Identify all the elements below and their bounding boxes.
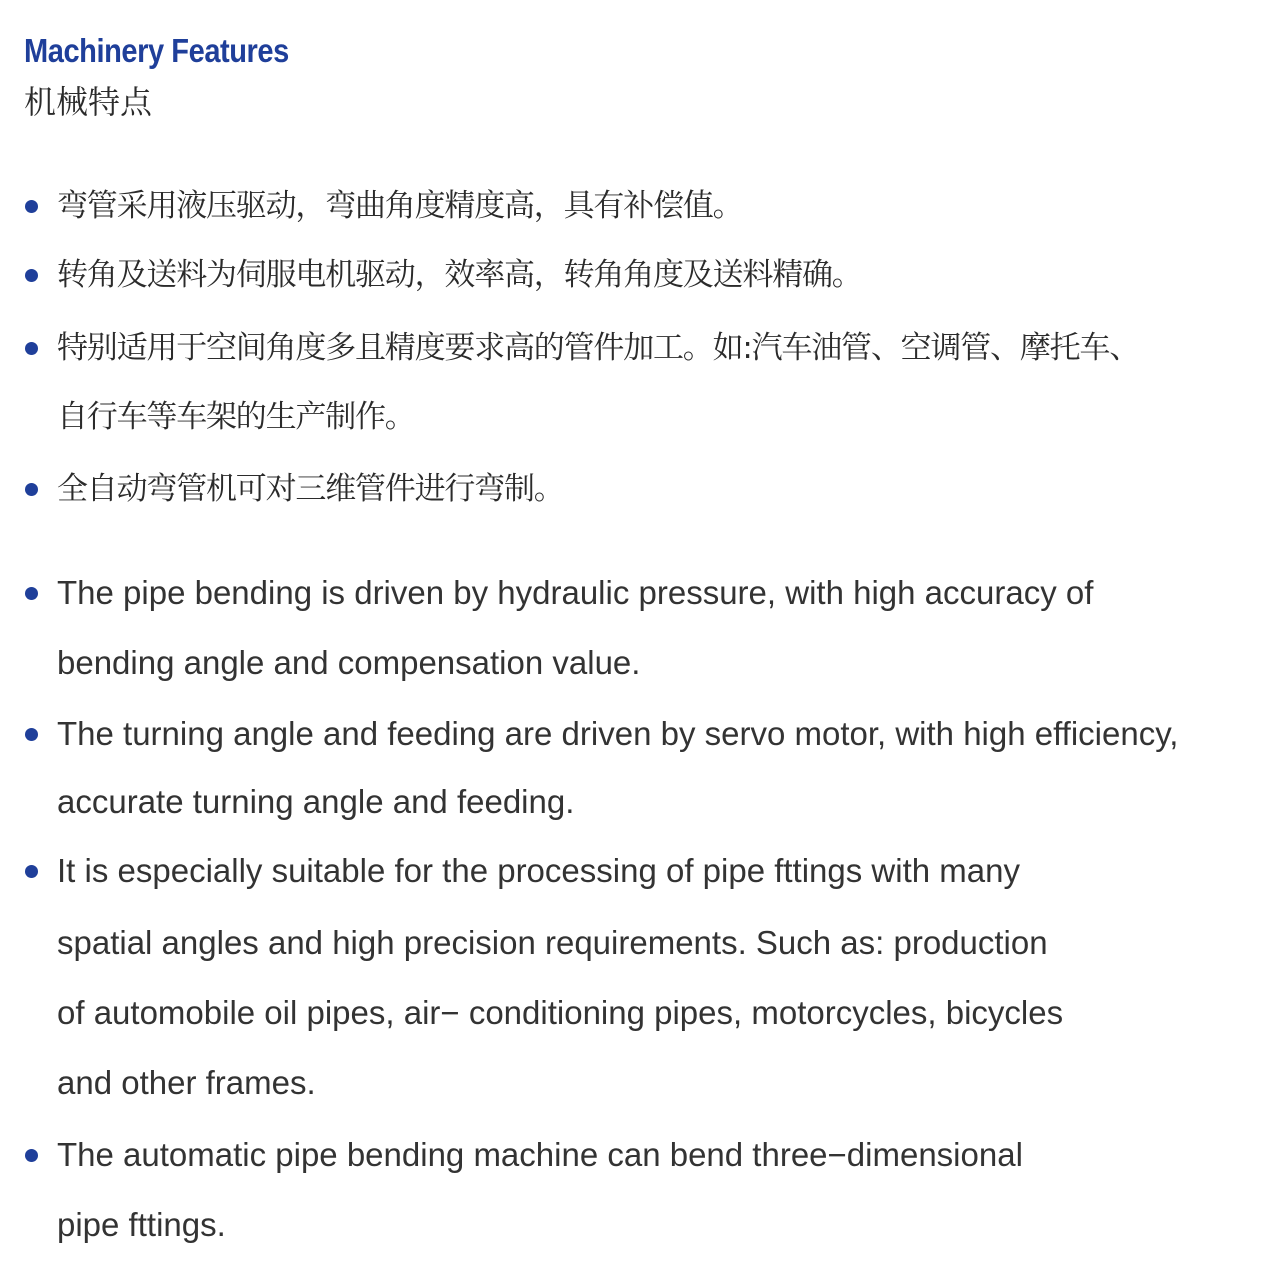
feature-item-zh xyxy=(0,471,564,507)
bullet-icon xyxy=(25,865,38,878)
feature-text-line: 特别适用于空间角度多且精度要求高的管件加工。如:汽车油管、空调管、摩托车、 xyxy=(57,330,1140,366)
feature-text-line: 自行车等车架的生产制作。 xyxy=(57,399,415,435)
feature-item-zh xyxy=(0,188,742,224)
bullet-icon xyxy=(25,1149,38,1162)
feature-text-line: pipe fttings. xyxy=(57,1206,226,1243)
feature-text-line: and other frames. xyxy=(57,1064,316,1101)
bullet-icon xyxy=(25,728,38,741)
feature-item-en xyxy=(0,573,1093,683)
bullet-icon xyxy=(25,342,38,355)
feature-text-line: It is especially suitable for the processing of pipe fttings with many xyxy=(57,852,1020,889)
bullet-icon xyxy=(25,483,38,496)
feature-item-en xyxy=(0,851,1063,1103)
feature-text-line: of automobile oil pipes, air− conditioning pipes, motorcycles, bicycles xyxy=(57,994,1064,1031)
feature-text-line: bending angle and compensation value. xyxy=(57,644,641,681)
feature-text-line: 弯管采用液压驱动，弯曲角度精度高，具有补偿值。 xyxy=(57,188,743,224)
feature-item-zh xyxy=(0,330,1139,435)
feature-item-en xyxy=(0,714,1178,822)
feature-text-line: The automatic pipe bending machine can bend three−dimensional xyxy=(57,1136,1023,1173)
feature-text-line: spatial angles and high precision requirements. Such as: production xyxy=(57,924,1048,961)
feature-text-line: The pipe bending is driven by hydraulic pressure, with high accuracy of xyxy=(57,574,1094,611)
feature-item-en xyxy=(0,1135,1023,1245)
feature-item-zh xyxy=(0,257,862,293)
page-title-zh: 机械特点 xyxy=(24,83,153,121)
feature-text-line: 转角及送料为伺服电机驱动，效率高，转角角度及送料精确。 xyxy=(57,257,862,293)
bullet-icon xyxy=(25,269,38,282)
bullet-icon xyxy=(25,200,38,213)
bullet-icon xyxy=(25,587,38,600)
feature-text-line: accurate turning angle and feeding. xyxy=(57,783,575,820)
page-title-en: Machinery Features xyxy=(24,32,289,69)
feature-text-line: The turning angle and feeding are driven by servo motor, with high efficiency, xyxy=(57,715,1179,752)
feature-text-line: 全自动弯管机可对三维管件进行弯制。 xyxy=(57,471,564,507)
